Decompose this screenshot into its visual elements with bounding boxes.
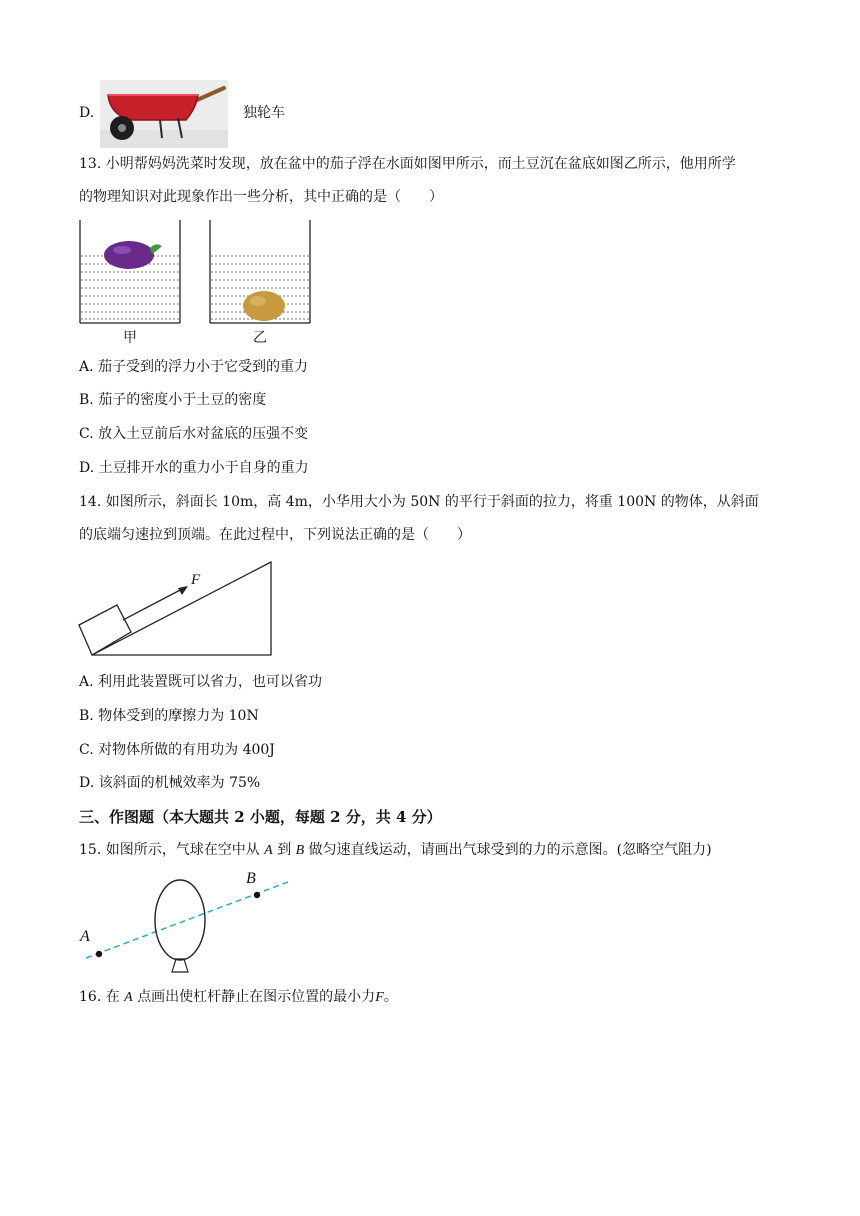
fig-label-yi: 乙 — [253, 330, 267, 346]
q16-stem-prefix: 16. 在 — [79, 989, 120, 1005]
q14-incline-figure — [76, 558, 276, 660]
balloon-knot — [172, 959, 188, 972]
q14-option-d: D. 该斜面的机械效率为 75% — [79, 775, 261, 791]
q15-stem — [79, 840, 712, 861]
q13-figure — [76, 218, 320, 346]
wheelbarrow-caption: 独轮车 — [243, 105, 285, 121]
q13-option-d: D. 土豆排开水的重力小于自身的重力 — [79, 460, 309, 476]
fig-label-jia: 甲 — [123, 330, 137, 346]
label-a: A — [80, 928, 90, 945]
q14-option-a: A. 利用此装置既可以省力，也可以省功 — [79, 674, 323, 690]
wheelbarrow-image — [100, 80, 228, 148]
point-b — [254, 892, 260, 898]
q15-stem-prefix: 15. 如图所示，气球在空中从 — [79, 842, 260, 858]
container-left — [80, 220, 180, 323]
potato-icon — [243, 291, 285, 321]
section-3-title: 三、作图题（本大题共 2 小题，每题 2 分，共 4 分） — [79, 808, 442, 826]
q16-force: F — [375, 990, 384, 1005]
force-arrow — [123, 588, 184, 620]
option-d-letter: D. — [79, 105, 95, 121]
q13-stem-line2: 的物理知识对此现象作出一些分析，其中正确的是（ ） — [79, 189, 443, 205]
q13-option-a: A. 茄子受到的浮力小于它受到的重力 — [79, 359, 309, 375]
q14-option-c: C. 对物体所做的有用功为 400J — [79, 742, 275, 758]
q14-option-b: B. 物体受到的摩擦力为 10N — [79, 708, 259, 724]
label-b: B — [246, 870, 256, 887]
balloon — [155, 880, 205, 960]
q14-stem-line1: 14. 如图所示，斜面长 10m，高 4m，小华用大小为 50N 的平行于斜面的拉力，将重 100N 的物体，从斜面 — [79, 494, 759, 510]
q15-stem-suffix: 做匀速直线运动，请画出气球受到的力的示意图。(忽略空气阻力) — [308, 842, 712, 858]
q16-point-a: A — [124, 990, 133, 1005]
q16-stem — [79, 987, 398, 1008]
q13-option-c: C. 放入土豆前后水对盆底的压强不变 — [79, 426, 309, 442]
q15-point-a: A — [264, 843, 273, 858]
q16-stem-suffix: 。 — [383, 989, 398, 1005]
eggplant-icon — [104, 241, 162, 269]
force-label: F — [191, 572, 201, 588]
q15-stem-mid: 到 — [277, 842, 292, 858]
point-a — [96, 951, 102, 957]
q15-point-b: B — [295, 843, 305, 858]
q14-stem-line2: 的底端匀速拉到顶端。在此过程中，下列说法正确的是（ ） — [79, 527, 471, 543]
q13-stem-line1: 13. 小明帮妈妈洗菜时发现，放在盆中的茄子浮在水面如图甲所示，而土豆沉在盆底如图乙所示，他用所学 — [79, 156, 736, 172]
block — [79, 605, 131, 655]
container-right — [210, 220, 310, 323]
q16-stem-mid: 点画出使杠杆静止在图示位置的最小力 — [137, 989, 376, 1005]
q15-balloon-figure — [76, 866, 296, 978]
q13-option-b: B. 茄子的密度小于土豆的密度 — [79, 392, 267, 408]
force-arrow-head — [178, 586, 188, 595]
